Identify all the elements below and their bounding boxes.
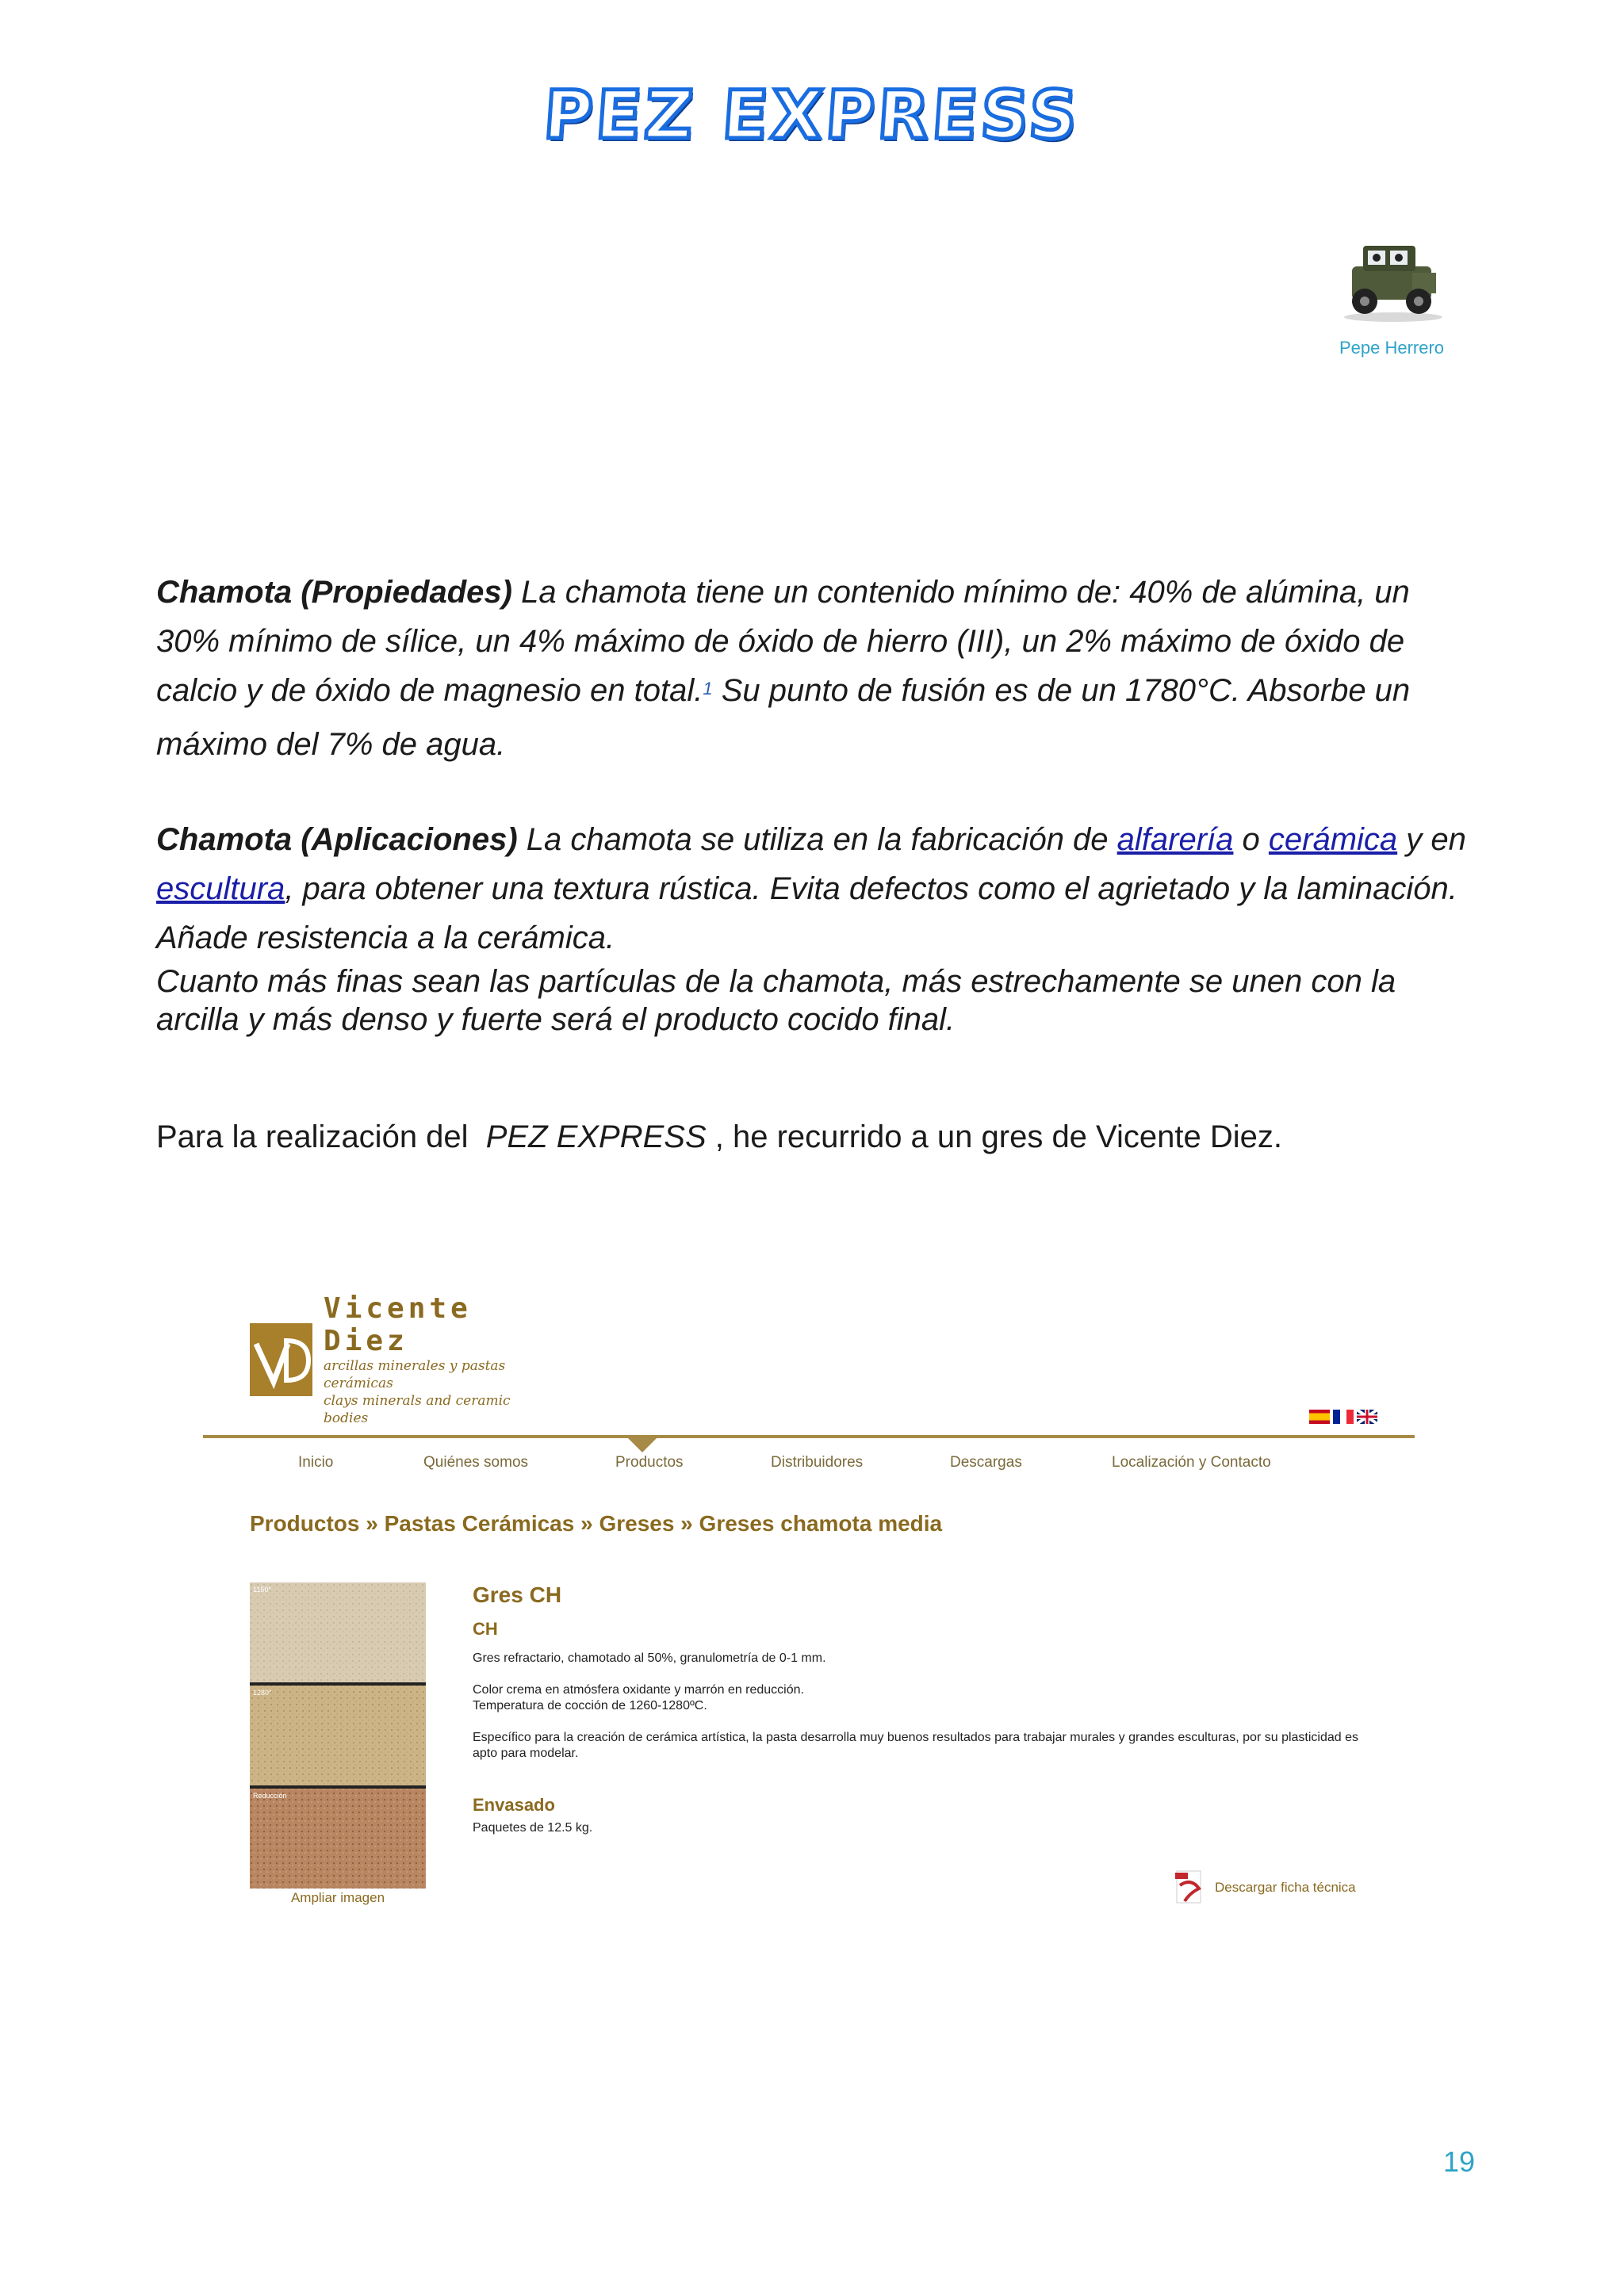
download-datasheet-link[interactable]	[1175, 1869, 1356, 1906]
realizacion-text: , he recurrido a un gres de Vicente Diez.	[706, 1119, 1282, 1154]
author-name: Pepe Herrero	[1339, 338, 1445, 358]
envasado-heading: Envasado	[473, 1795, 555, 1815]
nav-localizacion-contacto[interactable]: Localización y Contacto	[1112, 1454, 1271, 1471]
vicente-diez-logo	[250, 1292, 543, 1426]
link-alfareria[interactable]: alfarería	[1116, 822, 1234, 857]
footnote-link[interactable]: 1	[703, 679, 713, 698]
nav-distribuidores[interactable]: Distribuidores	[771, 1454, 864, 1471]
heading-aplicaciones: Chamota (Aplicaciones)	[156, 822, 518, 857]
product-title: Gres CH	[473, 1582, 562, 1607]
realizacion-italic: PEZ EXPRESS	[485, 1119, 707, 1154]
swatch-label: Reducción	[253, 1792, 287, 1800]
page-title: PEZ EXPRESS	[541, 76, 1083, 154]
pdf-icon	[1175, 1869, 1207, 1906]
aplicaciones-text: La chamota se utiliza en la fabricación de	[517, 822, 1117, 857]
product-description: Gres refractario, chamotado al 50%, granulometría de 0-1 mm.	[473, 1651, 826, 1665]
product-code: CH	[473, 1619, 498, 1639]
website-nav	[203, 1454, 1415, 1478]
nav-productos[interactable]: Productos	[615, 1454, 684, 1471]
swatch-label: 1150°	[253, 1586, 271, 1594]
product-description: Color crema en atmósfera oxidante y marrón en reducción.	[473, 1683, 804, 1697]
nav-pointer	[628, 1438, 657, 1452]
aplicaciones-text: y en	[1397, 822, 1466, 857]
page-number: 19	[1442, 2145, 1475, 2178]
nav-descargas[interactable]: Descargas	[950, 1454, 1022, 1471]
paragraph-propiedades	[156, 568, 1473, 769]
paragraph-aplicaciones	[156, 815, 1473, 962]
website-screenshot	[203, 1292, 1418, 1917]
aplicaciones-text: , para obtener una textura rústica. Evita defectos como el agrietado y la laminación. Añade resistencia a la cerámica.	[156, 871, 1457, 955]
download-datasheet-label: Descargar ficha técnica	[1215, 1880, 1356, 1895]
link-escultura[interactable]: escultura	[156, 871, 285, 906]
link-ceramica[interactable]: cerámica	[1268, 822, 1398, 857]
product-description: Específico para la creación de cerámica artística, la pasta desarrolla muy buenos resultados para trabajar murales y grandes esculturas, por su plasticidad es apto para modelar.	[473, 1731, 1359, 1760]
product-description: Temperatura de cocción de 1260-1280ºC.	[473, 1699, 707, 1712]
propiedades-text: La chamota tiene un contenido mínimo de: 40% de alúmina, un 30% mínimo de sílice, un 4% máximo de óxido de hierro (III), un 2% máximo de óxido de calcio y de óxido de magnesio en total.	[156, 575, 1410, 708]
nav-rule	[203, 1435, 1415, 1438]
author-box	[1316, 232, 1467, 358]
breadcrumb: Productos » Pastas Cerámicas » Greses » Greses chamota media	[250, 1511, 943, 1536]
uk-flag-icon[interactable]	[1357, 1410, 1377, 1424]
vd-logo-icon	[250, 1323, 312, 1396]
logo-name: Vicente Diez	[324, 1292, 472, 1357]
heading-propiedades: Chamota (Propiedades)	[156, 575, 512, 610]
spain-flag-icon[interactable]	[1309, 1410, 1330, 1424]
product-swatch-image[interactable]	[250, 1582, 426, 1888]
jeep-icon	[1336, 232, 1447, 325]
logo-subtitle: clays minerals and ceramic bodies	[324, 1393, 511, 1426]
nav-inicio[interactable]: Inicio	[298, 1454, 334, 1471]
nav-quienes-somos[interactable]: Quiénes somos	[423, 1454, 529, 1471]
propiedades-text-end: Su punto de fusión es de un 1780°C. Absorbe un máximo del 7% de agua.	[156, 673, 1411, 762]
paragraph-particulas: Cuanto más finas sean las partículas de la chamota, más estrechamente se unen con la arcilla y más denso y fuerte será el producto cocido final.	[156, 964, 1396, 1037]
ampliar-imagen-link[interactable]: Ampliar imagen	[290, 1890, 385, 1905]
swatch-label: 1280°	[253, 1689, 272, 1697]
paragraph-realizacion	[156, 1119, 1282, 1155]
envasado-text: Paquetes de 12.5 kg.	[473, 1821, 593, 1835]
logo-subtitle: arcillas minerales y pastas cerámicas	[324, 1358, 506, 1391]
aplicaciones-text: o	[1233, 822, 1269, 857]
language-flags	[1309, 1410, 1377, 1424]
realizacion-text: Para la realización del	[156, 1119, 486, 1154]
france-flag-icon[interactable]	[1333, 1410, 1354, 1424]
